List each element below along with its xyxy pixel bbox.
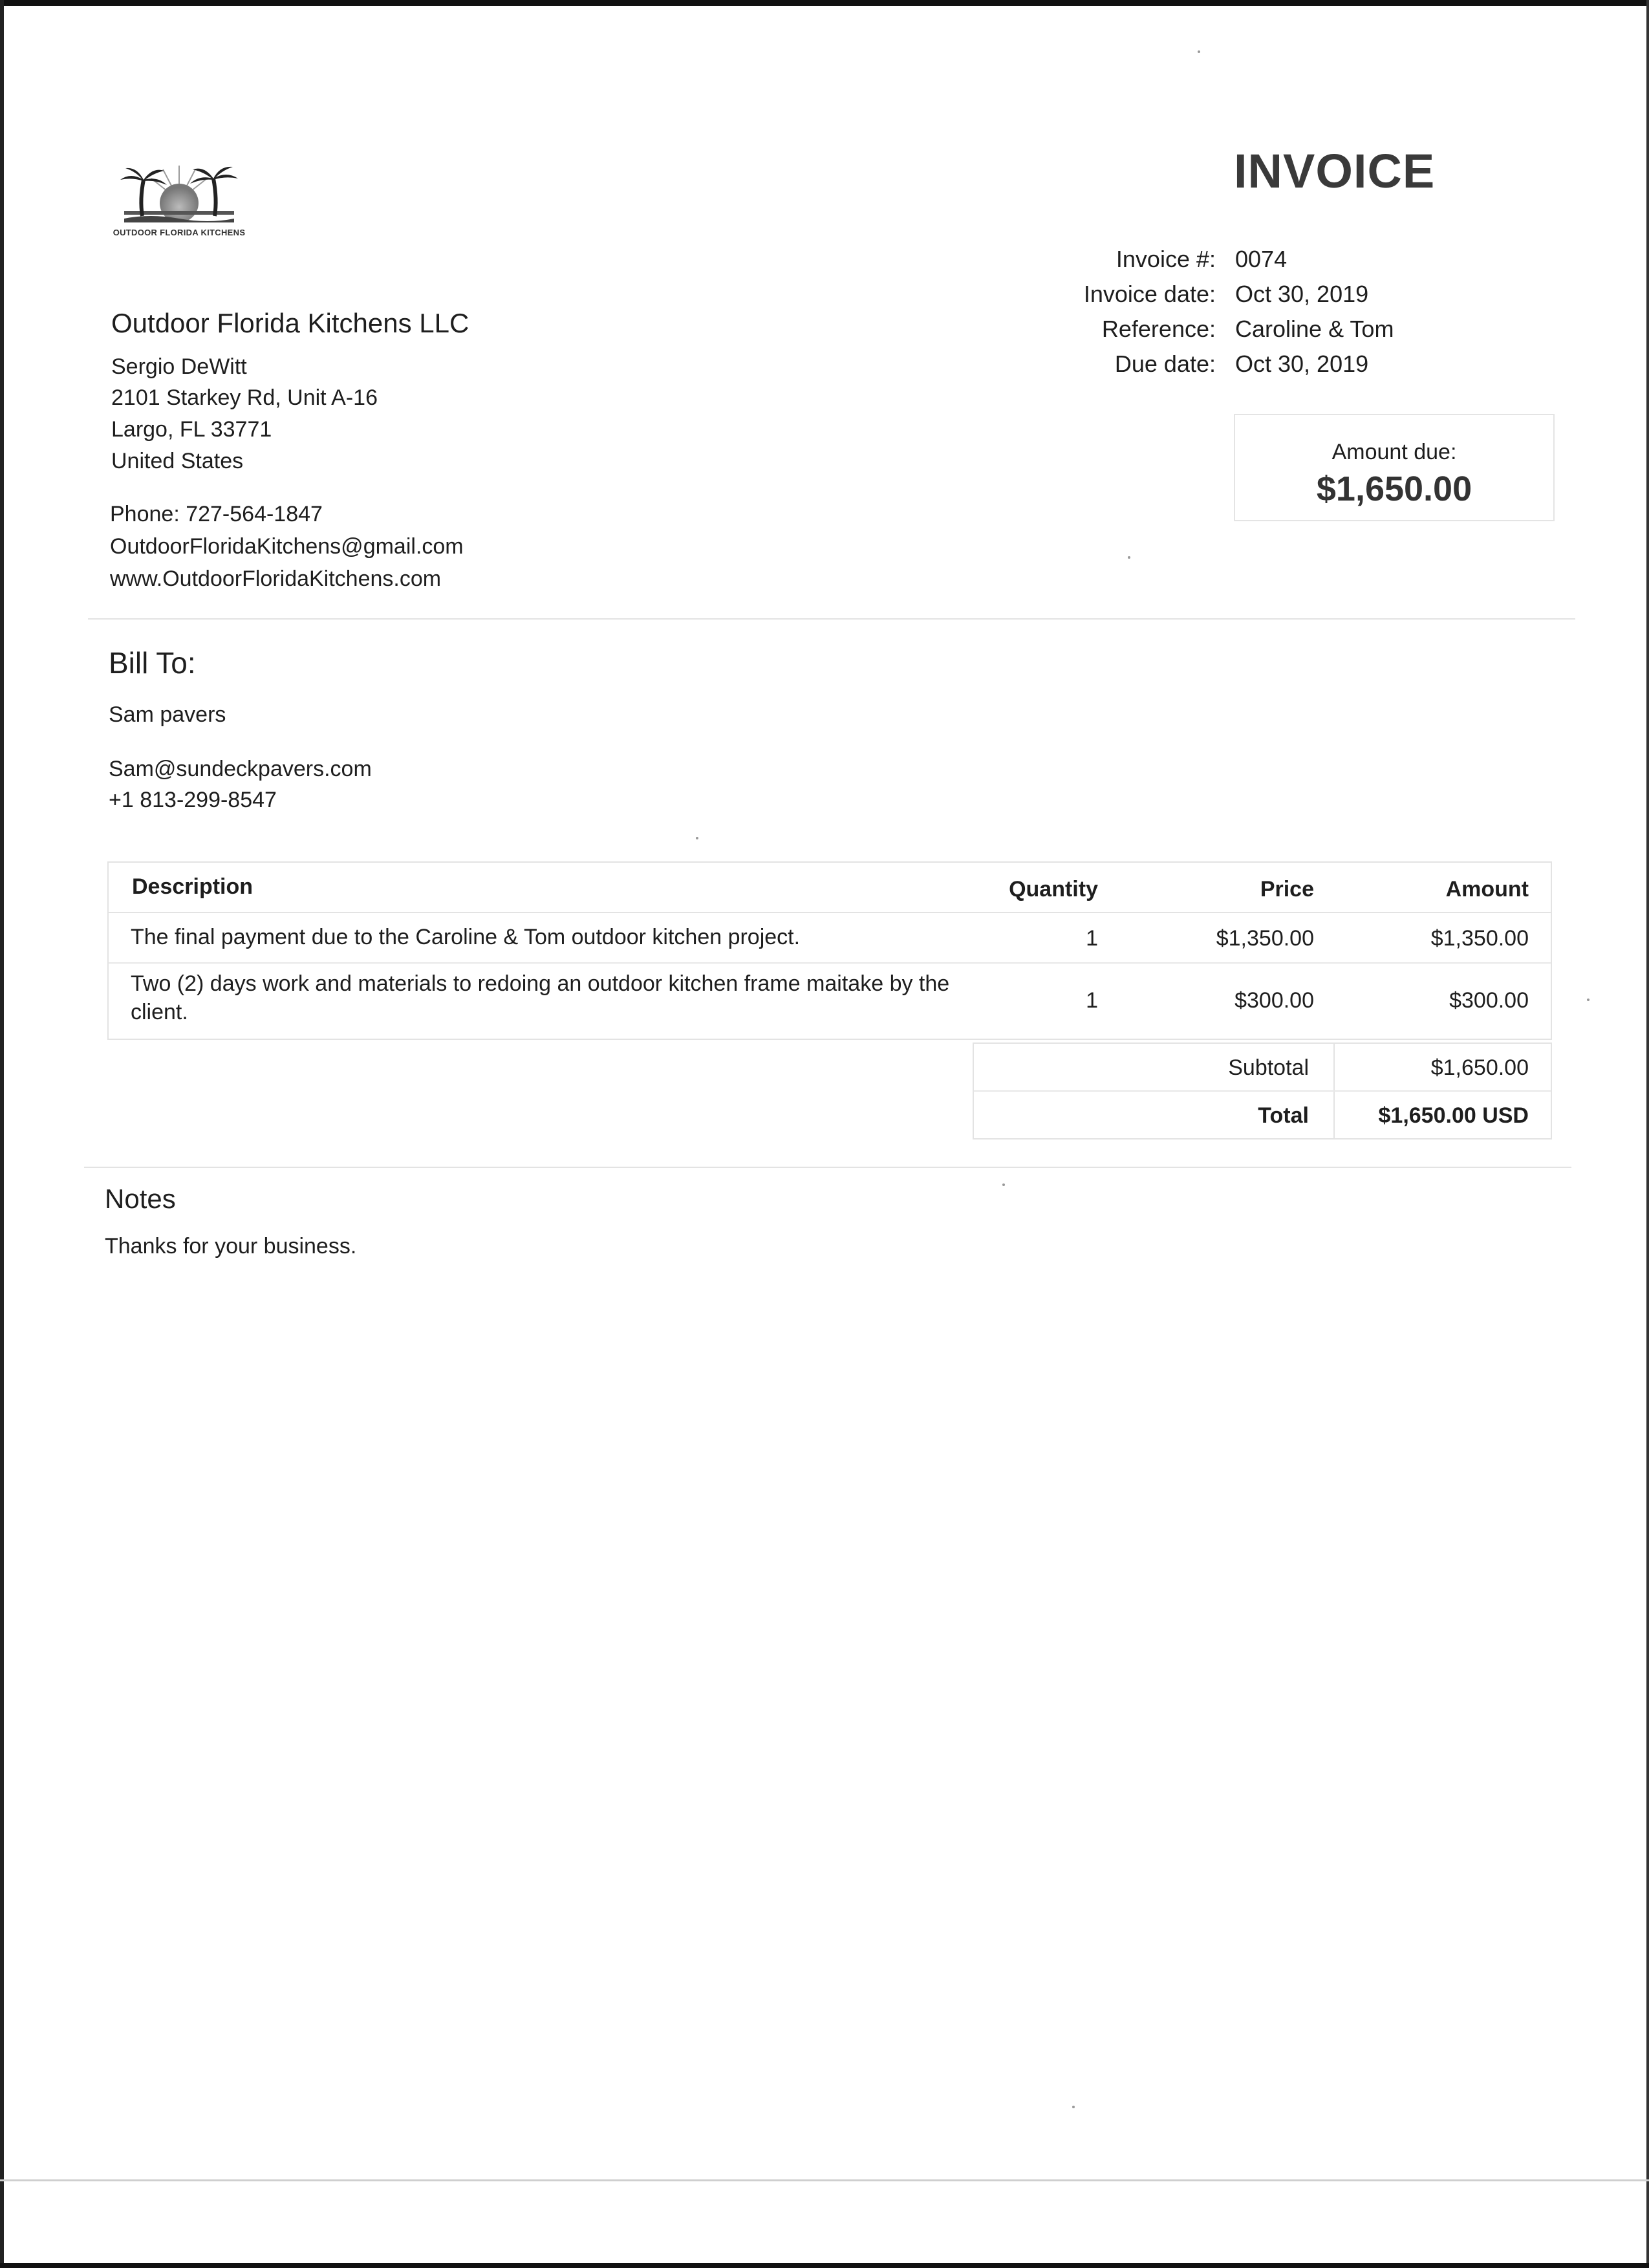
subtotal-row xyxy=(974,1044,1551,1090)
scan-speck xyxy=(1128,556,1130,559)
scan-speck xyxy=(1587,999,1590,1001)
amount-due-label: Amount due: xyxy=(1331,440,1457,464)
scan-border-bottom xyxy=(0,2263,1649,2268)
invoice-meta xyxy=(1035,246,1487,385)
subtotal-label: Subtotal xyxy=(1228,1055,1309,1080)
company-name: Outdoor Florida Kitchens LLC xyxy=(111,308,469,338)
invoice-number-value: 0074 xyxy=(1235,246,1288,272)
due-date-value: Oct 30, 2019 xyxy=(1235,351,1369,377)
item-description-line2: client. xyxy=(131,1000,188,1024)
notes-text: Thanks for your business. xyxy=(105,1234,357,1258)
total-row xyxy=(974,1090,1551,1138)
table-header xyxy=(109,863,1551,913)
company-address-line1: 2101 Starkey Rd, Unit A-16 xyxy=(111,385,378,410)
total-label: Total xyxy=(1258,1103,1309,1128)
bill-to-email: Sam@sundeckpavers.com xyxy=(109,757,372,781)
notes-title: Notes xyxy=(105,1183,176,1214)
invoice-number-row xyxy=(1035,246,1487,281)
company-country: United States xyxy=(111,449,244,473)
bill-to-title: Bill To: xyxy=(109,646,196,680)
invoice-title: INVOICE xyxy=(1234,144,1436,198)
invoice-date-label: Invoice date: xyxy=(1083,281,1216,307)
company-logo xyxy=(111,160,247,244)
amount-due-value: $1,650.00 xyxy=(1316,470,1472,508)
company-phone: Phone: 727-564-1847 xyxy=(110,502,323,526)
item-amount: $1,350.00 xyxy=(1430,926,1529,951)
notes-divider xyxy=(84,1167,1571,1168)
header-divider xyxy=(88,618,1575,620)
item-price: $1,350.00 xyxy=(1216,926,1314,951)
company-website: www.OutdoorFloridaKitchens.com xyxy=(110,567,442,591)
item-description: The final payment due to the Caroline & Tom outdoor kitchen project. xyxy=(131,925,801,949)
scan-speck xyxy=(1198,50,1200,53)
totals-table xyxy=(973,1042,1552,1139)
totals-column-divider xyxy=(1333,1092,1335,1138)
item-price: $300.00 xyxy=(1234,988,1314,1013)
totals-column-divider xyxy=(1333,1044,1335,1090)
header-description: Description xyxy=(132,874,253,899)
invoice-date-value: Oct 30, 2019 xyxy=(1235,281,1369,307)
bill-to-name: Sam pavers xyxy=(109,702,226,727)
scan-speck xyxy=(1002,1183,1005,1186)
amount-due-box xyxy=(1234,414,1555,521)
scan-speck xyxy=(696,837,698,839)
company-address-line2: Largo, FL 33771 xyxy=(111,417,272,442)
item-quantity: 1 xyxy=(1086,988,1098,1013)
scan-page-edge xyxy=(0,2179,1649,2181)
item-amount: $300.00 xyxy=(1449,988,1529,1013)
table-row xyxy=(109,964,1551,1039)
palm-trees-sunset-logo-icon xyxy=(111,160,247,228)
invoice-date-row xyxy=(1035,281,1487,316)
subtotal-value: $1,650.00 xyxy=(1430,1055,1529,1080)
due-date-row xyxy=(1035,351,1487,385)
item-description-line1: Two (2) days work and materials to redoing an outdoor kitchen frame maitake by the xyxy=(131,971,950,996)
scan-speck xyxy=(1072,2106,1075,2108)
company-email: OutdoorFloridaKitchens@gmail.com xyxy=(110,534,464,559)
reference-label: Reference: xyxy=(1101,316,1216,342)
header-price: Price xyxy=(1260,877,1314,902)
header-quantity: Quantity xyxy=(1009,877,1098,902)
company-contact-name: Sergio DeWitt xyxy=(111,354,247,379)
total-value: $1,650.00 USD xyxy=(1378,1103,1529,1128)
logo-text: OUTDOOR FLORIDA KITCHENS xyxy=(113,228,246,237)
header-amount: Amount xyxy=(1445,877,1529,902)
invoice-number-label: Invoice #: xyxy=(1116,246,1216,272)
scan-border-left xyxy=(0,0,4,2268)
scan-border-right xyxy=(1646,0,1649,2268)
reference-value: Caroline & Tom xyxy=(1235,316,1394,342)
reference-row xyxy=(1035,316,1487,351)
due-date-label: Due date: xyxy=(1114,351,1216,377)
item-quantity: 1 xyxy=(1086,926,1098,951)
table-row xyxy=(109,913,1551,964)
scan-border-top xyxy=(0,0,1649,6)
bill-to-phone: +1 813-299-8547 xyxy=(109,788,277,812)
line-items-table xyxy=(107,861,1552,1040)
